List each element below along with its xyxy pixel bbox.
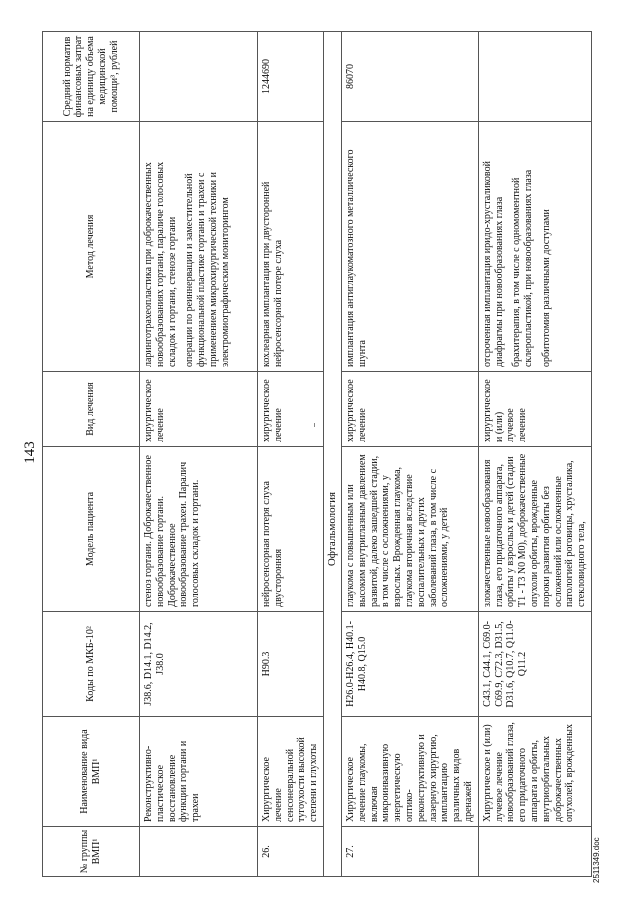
table-row: [478, 32, 591, 877]
row-treatment-method: [140, 122, 258, 372]
table-row: [341, 32, 478, 877]
row-patient-model: злокачественные новообразования глаза, его придаточного аппарата, орбиты у взрослых и детей (стадии T1 - T3 N0 M0), доброкачественные опухоли орбиты, врожденные пороки развития орбиты без осложнений или осложненные патологией роговицы, хрусталика, стекловидного тела,: [478, 447, 591, 612]
row-vmp-name: Реконструктивно-пластическое восстановление функции гортани и трахеи: [140, 717, 258, 827]
row-vmp-name: Хирургическое лечение глаукомы, включая микроинвазивную энергетическую оптико-реконструктивную и лазерную хирургию, имплантацию различных видов дренажей: [341, 717, 478, 827]
method-line-3: орбитотомия различными доступами: [540, 209, 552, 367]
page-number: 143: [22, 441, 38, 464]
row-vmp-name: Хирургическое лечение сенсоневральной тугоухости высокой степени и глухоты: [258, 717, 324, 827]
table-header-row: [43, 32, 140, 877]
method-line-1: отсроченная имплантация иридо-хрусталиковой диафрагмы при новообразованиях глаза: [481, 161, 505, 367]
row-codes: H26.0-H26.4, H40.1-H40.8, Q15.0: [341, 612, 478, 717]
method-line-1: ларинготрахеопластика при доброкачественных новообразованиях гортани, параличе голосовых складок и гортани, стенозе гортани: [143, 161, 178, 367]
row-treatment-type: хирургическое лечение: [258, 372, 324, 447]
row-cost: 1244690: [258, 32, 324, 122]
method-line-2: операции по реиннервации и заместительной функциональной пластике гортани и трахеи с применением микрохирургической техники и электромиографическим мониторингом: [184, 172, 231, 367]
header-group-no: № группы ВМП¹: [43, 827, 140, 877]
row-cost: [478, 32, 591, 122]
row-cost: [140, 32, 258, 122]
table-row: [258, 32, 324, 877]
row-cost: 86070: [341, 32, 478, 122]
row-patient-model: нейросенсорная потеря слуха двусторонняя: [258, 447, 324, 612]
row-patient-model: стеноз гортани. Доброкачественное новообразование гортани. Доброкачественное новообразование трахеи. Паралич голосовых складок и гортани.: [140, 447, 258, 612]
table-row: [140, 32, 258, 877]
row-treatment-method: кохлеарная имплантация при двусторонней нейросенсорной потере слуха: [258, 122, 324, 372]
row-number: 26.: [258, 827, 324, 877]
row-treatment-method: имплантация антиглаукоматозного металлического шунта: [341, 122, 478, 372]
row-treatment-type: хирургическое и (или) лучевое лечение: [478, 372, 591, 447]
header-vmp-name: Наименование вида ВМП¹: [43, 717, 140, 827]
header-treatment-type: Вид лечения: [43, 372, 140, 447]
method-line-2: брахитерапия, в том числе с одномоментной склеропластикой, при новообразованиях глаза: [511, 169, 535, 367]
section-title: Офтальмология: [324, 447, 342, 612]
row-number: [140, 827, 258, 877]
stray-mark: [314, 423, 315, 427]
row-treatment-type: хирургическое лечение: [341, 372, 478, 447]
row-number: [478, 827, 591, 877]
header-mkb-codes: Коды по МКБ-10²: [43, 612, 140, 717]
section-row: [324, 32, 342, 877]
row-codes: H90.3: [258, 612, 324, 717]
footer-doc-code: 2511349.doc: [592, 837, 601, 883]
header-treatment-method: Метод лечения: [43, 122, 140, 372]
vmp-table: [42, 31, 592, 877]
row-codes: J38.6, D14.1, D14.2, J38.0: [140, 612, 258, 717]
row-treatment-method: [478, 122, 591, 372]
row-patient-model: глаукома с повышенным или высоким внутриглазным давлением развитой, далеко зашедшей стадии, в том числе с осложнениями, у взрослых. Врожденная глаукома, глаукома вторичная вследствие воспалительных и других заболеваний глаза, в том числе с осложнениями, у детей: [341, 447, 478, 612]
header-cost: Средний норматив финансовых затрат на единицу объема медицинской помощи³, рублей: [43, 32, 140, 122]
row-codes: C43.1, C44.1, C69.0-C69.9, C72.3, D31.5, D31.6, Q10.7, Q11.0-Q11.2: [478, 612, 591, 717]
row-vmp-name: Хирургическое и (или) лучевое лечение новообразований глаза, его придаточного аппарата и орбиты, внутриорбитальных доброкачественных опухолей, врожденных: [478, 717, 591, 827]
row-number: 27.: [341, 827, 478, 877]
header-patient-model: Модель пациента: [43, 447, 140, 612]
row-treatment-type: хирургическое лечение: [140, 372, 258, 447]
